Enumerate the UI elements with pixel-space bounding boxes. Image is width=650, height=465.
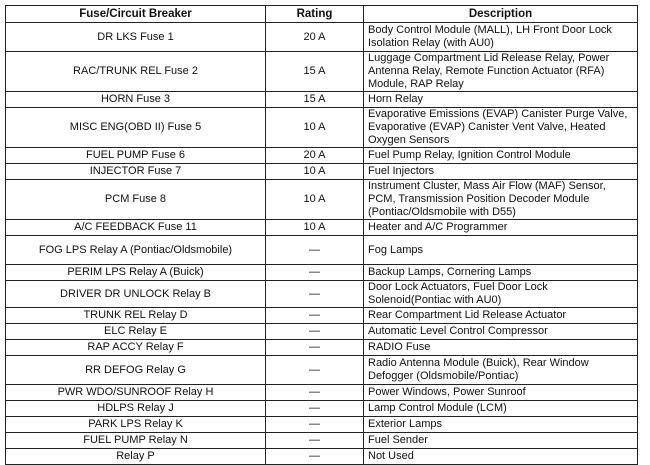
rating-cell: 10 A — [266, 108, 364, 148]
table-row — [6, 308, 638, 324]
desc-cell: Automatic Level Control Compressor — [364, 324, 638, 340]
rating-cell: 15 A — [266, 92, 364, 108]
rating-cell: 20 A — [266, 23, 364, 52]
table-row — [6, 52, 638, 92]
rating-cell: 15 A — [266, 52, 364, 92]
rating-cell: — — [266, 433, 364, 449]
rating-cell: 10 A — [266, 164, 364, 180]
desc-cell: Rear Compartment Lid Release Actuator — [364, 308, 638, 324]
desc-cell: Exterior Lamps — [364, 417, 638, 433]
rating-cell: — — [266, 340, 364, 356]
desc-cell: Heater and A/C Programmer — [364, 220, 638, 236]
table-row — [6, 385, 638, 401]
table-row — [6, 108, 638, 148]
fuse-cell: Relay P — [6, 449, 266, 465]
fuse-table-container — [5, 5, 638, 465]
fuse-cell: HDLPS Relay J — [6, 401, 266, 417]
fuse-cell: TRUNK REL Relay D — [6, 308, 266, 324]
desc-cell: Fuel Pump Relay, Ignition Control Module — [364, 148, 638, 164]
table-row — [6, 265, 638, 281]
fuse-cell: FOG LPS Relay A (Pontiac/Oldsmobile) — [6, 236, 266, 265]
table-row — [6, 180, 638, 220]
desc-cell: Horn Relay — [364, 92, 638, 108]
table-row — [6, 401, 638, 417]
table-row — [6, 417, 638, 433]
fuse-cell: PARK LPS Relay K — [6, 417, 266, 433]
fuse-cell: DRIVER DR UNLOCK Relay B — [6, 281, 266, 308]
desc-cell: Door Lock Actuators, Fuel Door Lock Solenoid(Pontiac with AU0) — [364, 281, 638, 308]
rating-cell: — — [266, 265, 364, 281]
desc-cell: Fog Lamps — [364, 236, 638, 265]
header-rating: Rating — [266, 6, 364, 23]
desc-cell: Evaporative Emissions (EVAP) Canister Purge Valve, Evaporative (EVAP) Canister Vent Valve, Heated Oxygen Sensors — [364, 108, 638, 148]
table-row — [6, 148, 638, 164]
rating-cell: — — [266, 324, 364, 340]
desc-cell: Not Used — [364, 449, 638, 465]
rating-cell: — — [266, 236, 364, 265]
fuse-cell: PERIM LPS Relay A (Buick) — [6, 265, 266, 281]
desc-cell: RADIO Fuse — [364, 340, 638, 356]
header-fuse: Fuse/Circuit Breaker — [6, 6, 266, 23]
rating-cell: — — [266, 281, 364, 308]
table-row — [6, 281, 638, 308]
fuse-cell: RAC/TRUNK REL Fuse 2 — [6, 52, 266, 92]
table-row — [6, 23, 638, 52]
rating-cell: — — [266, 356, 364, 385]
fuse-cell: RR DEFOG Relay G — [6, 356, 266, 385]
table-body — [6, 23, 638, 465]
table-row — [6, 340, 638, 356]
rating-cell: 10 A — [266, 220, 364, 236]
rating-cell: — — [266, 308, 364, 324]
table-row — [6, 164, 638, 180]
desc-cell: Radio Antenna Module (Buick), Rear Window Defogger (Oldsmobile/Pontiac) — [364, 356, 638, 385]
header-row — [6, 6, 638, 23]
fuse-cell: A/C FEEDBACK Fuse 11 — [6, 220, 266, 236]
desc-cell: Body Control Module (MALL), LH Front Door Lock Isolation Relay (with AU0) — [364, 23, 638, 52]
desc-cell: Fuel Injectors — [364, 164, 638, 180]
fuse-cell: FUEL PUMP Relay N — [6, 433, 266, 449]
table-row — [6, 92, 638, 108]
desc-cell: Power Windows, Power Sunroof — [364, 385, 638, 401]
fuse-cell: ELC Relay E — [6, 324, 266, 340]
rating-cell: — — [266, 385, 364, 401]
rating-cell: — — [266, 417, 364, 433]
rating-cell: 20 A — [266, 148, 364, 164]
desc-cell: Instrument Cluster, Mass Air Flow (MAF) Sensor, PCM, Transmission Position Decoder Module (Pontiac/Oldsmobile with D55) — [364, 180, 638, 220]
fuse-table — [5, 5, 638, 465]
table-row — [6, 449, 638, 465]
header-description: Description — [364, 6, 638, 23]
fuse-cell: PWR WDO/SUNROOF Relay H — [6, 385, 266, 401]
fuse-cell: MISC ENG(OBD II) Fuse 5 — [6, 108, 266, 148]
desc-cell: Backup Lamps, Cornering Lamps — [364, 265, 638, 281]
desc-cell: Luggage Compartment Lid Release Relay, Power Antenna Relay, Remote Function Actuator (RFA) Module, RAP Relay — [364, 52, 638, 92]
rating-cell: — — [266, 449, 364, 465]
fuse-cell: HORN Fuse 3 — [6, 92, 266, 108]
fuse-cell: RAP ACCY Relay F — [6, 340, 266, 356]
rating-cell: — — [266, 401, 364, 417]
table-row — [6, 220, 638, 236]
fuse-cell: PCM Fuse 8 — [6, 180, 266, 220]
table-row — [6, 324, 638, 340]
fuse-cell: FUEL PUMP Fuse 6 — [6, 148, 266, 164]
table-row — [6, 433, 638, 449]
table-row — [6, 236, 638, 265]
table-row — [6, 356, 638, 385]
fuse-cell: INJECTOR Fuse 7 — [6, 164, 266, 180]
fuse-cell: DR LKS Fuse 1 — [6, 23, 266, 52]
rating-cell: 10 A — [266, 180, 364, 220]
desc-cell: Fuel Sender — [364, 433, 638, 449]
desc-cell: Lamp Control Module (LCM) — [364, 401, 638, 417]
